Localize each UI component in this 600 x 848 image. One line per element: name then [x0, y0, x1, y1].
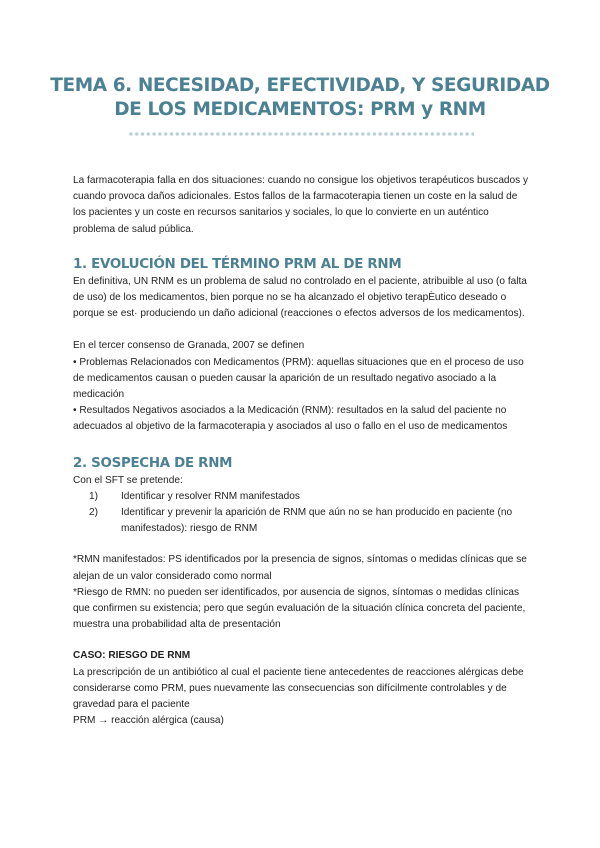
list-item-text: Identificar y resolver RNM manifestados — [121, 490, 300, 502]
list-item — [73, 489, 533, 505]
page-title — [40, 74, 560, 122]
dotted-divider — [128, 131, 474, 137]
objectives-list — [73, 489, 533, 538]
case-title: CASO: RIESGO DE RNM — [73, 650, 191, 662]
case-text: La prescripción de un antibiótico al cual el paciente tiene antecedentes de reacciones alérgicas debe considerarse como PRM, pues nuevamente las consecuencias son difícilmente controlables y de gravedad para el paciente — [73, 666, 524, 711]
list-item-number: 1) — [89, 490, 98, 502]
title-line-1: TEMA 6. NECESIDAD, EFECTIVIDAD, Y SEGURIDAD — [50, 75, 550, 96]
title-line-2: DE LOS MEDICAMENTOS: PRM y RNM — [114, 99, 486, 120]
section-1-heading: 1. EVOLUCIÓN DEL TÉRMINO PRM AL DE RNM — [73, 256, 402, 272]
list-item — [73, 505, 533, 537]
list-item-text: Identificar y prevenir la aparición de RNM que aún no se han producido en paciente (no manifestados): riesgo de RNM — [121, 507, 513, 535]
note-rnm-manifestados: *RMN manifestados: PS identificados por la presencia de signos, síntomas o medidas clínicas que se alejan de un valor considerado como normal — [73, 554, 527, 582]
section-1-bullet-rnm: • Resultados Negativos asociados a la Medicación (RNM): resultados en la salud del paciente no adecuados al objetivo de la farmacoterapia y asociados al uso o fallo en el uso de medicamentos — [73, 405, 508, 433]
section-1-paragraph-2: En el tercer consenso de Granada, 2007 se definen — [73, 340, 305, 352]
document-body — [73, 173, 533, 729]
section-2-heading: 2. SOSPECHA DE RNM — [73, 455, 233, 471]
section-2-lead: Con el SFT se pretende: — [73, 474, 183, 486]
list-item-number: 2) — [89, 507, 98, 519]
section-1-paragraph-1: En definitiva, UN RNM es un problema de salud no controlado en el paciente, atribuible al uso (o falta de uso) de los medicamentos, bien porque no se ha alcanzado el objetivo terapÈutico deseado o porque se est· produciendo un daño adicional (reacciones o efectos adversos de los medicamentos). — [73, 275, 527, 320]
note-riesgo-rnm: *Riesgo de RMN: no pueden ser identificados, por ausencia de signos, síntomas o medidas clínicas que confirmen su existencia; pero que según evaluación de la situación clínica concreta del paciente, muestra una probabilidad alta de presentación — [73, 586, 526, 631]
case-arrow-line: PRM → reacción alérgica (causa) — [73, 715, 224, 727]
section-1-bullet-prm: • Problemas Relacionados con Medicamentos (PRM): aquellas situaciones que en el proceso de uso de medicamentos causan o pueden causar la aparición de un resultado negativo asociado a la medicación — [73, 356, 524, 401]
intro-paragraph: La farmacoterapia falla en dos situaciones: cuando no consigue los objetivos terapéuticos buscados y cuando provoca daños adicionales. Estos fallos de la farmacoterapia tienen un coste en la salud de los pacientes y un coste en recursos sanitarios y sociales, lo que lo convierte en un auténtico problema de salud pública. — [73, 175, 529, 235]
